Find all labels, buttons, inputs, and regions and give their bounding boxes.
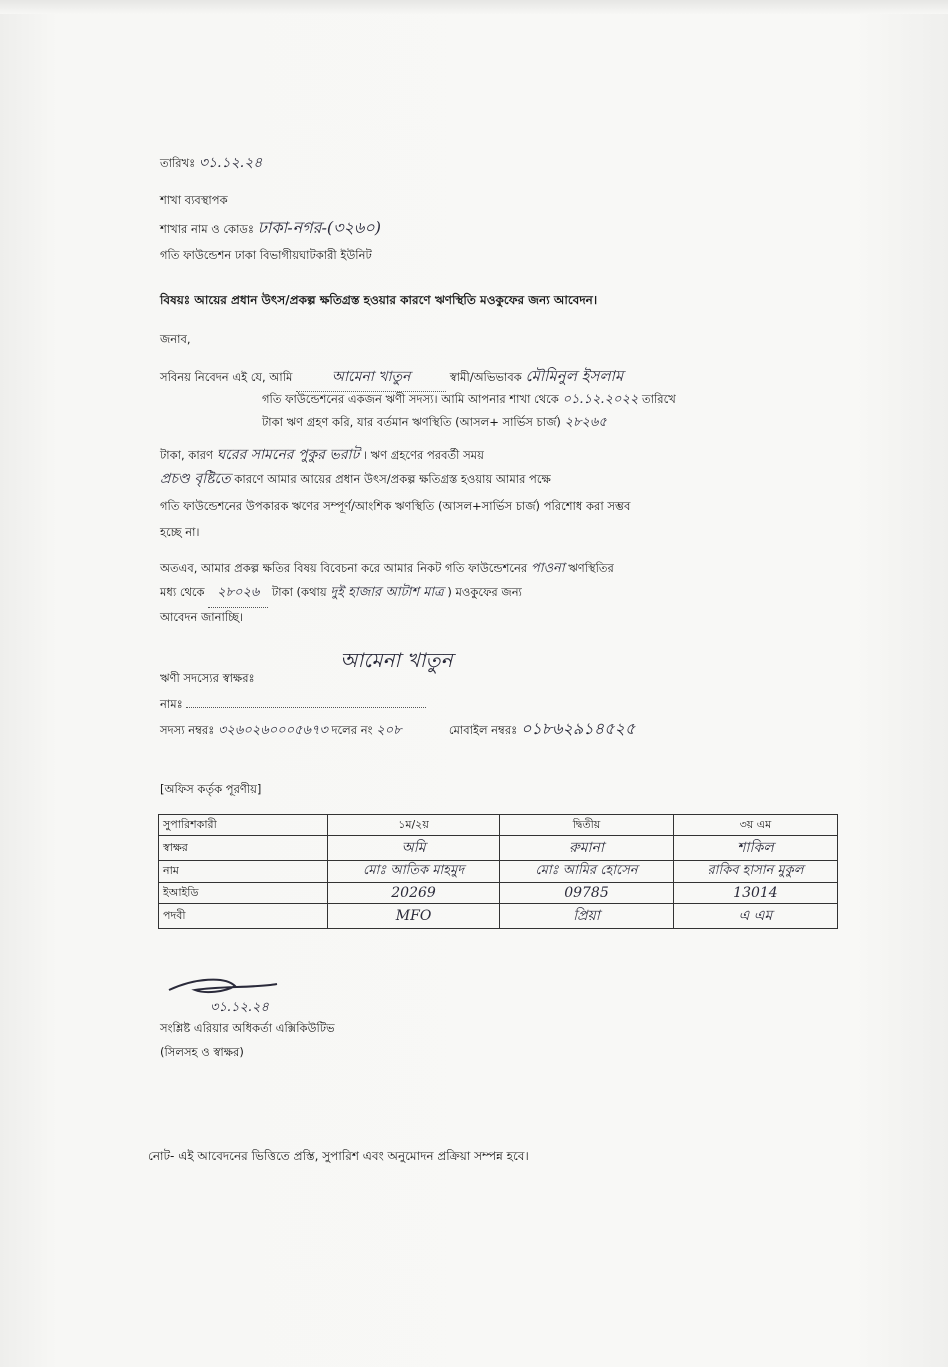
address-line-1: শাখা ব্যবস্থাপক <box>160 193 228 207</box>
body-text: কারণে আমার আয়ের প্রধান উৎস/প্রকল্প ক্ষতিগ্রস্ত হওয়ায় আমার পক্ষে <box>234 472 551 486</box>
address-line-2 <box>160 220 381 237</box>
date-value: ৩১.১২.২৪ <box>198 155 263 171</box>
applicant-name-hand: আমেনা খাতুন <box>296 363 446 392</box>
body-line-6: গতি ফাউন্ডেশনের উপকারক ঋণের সম্পূর্ণ/আংশিক ঋণস্থিতি (আসল+সার্ভিস চার্জ) পরিশোধ করা সম্ভব <box>160 499 631 513</box>
outstanding-amount-hand: ২৮২৬৫ <box>564 415 607 430</box>
applicant-member-line <box>160 721 635 739</box>
body-text: তারিখে <box>642 392 676 406</box>
table-header-cell: ১ম/২য় <box>328 815 500 836</box>
body-text: ) মওকুফের জন্য <box>447 585 522 599</box>
applicant-sign-label: ঋণী সদস্যের স্বাক্ষরঃ <box>160 671 255 685</box>
waiver-amount-hand: ২৮০২৬ <box>208 579 268 608</box>
body-line-3 <box>262 408 607 437</box>
officer-seal-note: (সিলসহ ও স্বাক্ষর) <box>160 1045 244 1059</box>
body-text: টাকা, কারণ <box>160 448 213 462</box>
subject-line: বিষয়ঃ আয়ের প্রধান উৎস/প্রকল্প ক্ষতিগ্রস্ত হওয়ার কারণে ঋণস্থিতি মওকুফের জন্য আবেদন। <box>160 293 598 307</box>
table-row <box>159 883 838 904</box>
guardian-name-hand: মৌমিনুল ইসলাম <box>525 367 624 385</box>
body-text: মধ্য থেকে <box>160 585 205 599</box>
table-cell: রাকিব হাসান মুকুল <box>673 861 837 883</box>
table-header-cell: দ্বিতীয় <box>500 815 674 836</box>
body-text: টাকা ঋণ গ্রহণ করি, যার বর্তমান ঋণস্থিতি (আসল+ সার্ভিস চার্জ) <box>262 415 561 429</box>
loan-date-hand: ০১.১২.২০২২ <box>562 392 639 407</box>
row-label: নাম <box>159 861 328 883</box>
table-row <box>159 861 838 883</box>
body-text: টাকা (কথায় <box>271 585 327 599</box>
body-text: ঋণস্থিতির <box>568 561 614 575</box>
row-label: পদবী <box>159 904 328 929</box>
body-text: । ঋণ গ্রহণের পরবর্তী সময় <box>362 448 484 462</box>
row-label: স্বাক্ষর <box>159 836 328 861</box>
footnote: নোট- এই আবেদনের ভিত্তিতে প্রস্তি, সুপারিশ এবং অনুমোদন প্রক্রিয়া সম্পন্ন হবে। <box>148 1149 529 1163</box>
member-number-hand: ৩২৬০২৬০০০৫৬৭৩ <box>217 723 328 738</box>
waiver-in-words-hand: দুই হাজার আটাশ মাত্র <box>330 585 444 600</box>
officer-sign-date: ৩১.১২.২৪ <box>210 1000 269 1015</box>
recommendation-table <box>158 814 838 929</box>
table-cell: মোঃ আতিক মাহমুদ <box>328 861 500 883</box>
row-label: ইআইডি <box>159 883 328 904</box>
table-cell: 09785 <box>500 883 674 904</box>
table-row <box>159 836 838 861</box>
branch-value: ঢাকা-নগর-(৩২৬০) <box>257 218 381 237</box>
date-label: তারিখঃ <box>160 156 196 170</box>
disaster-cause-hand: প্রচণ্ড বৃষ্টিতে <box>160 471 231 487</box>
loan-purpose-hand: ঘরের সামনের পুকুর ভরাট <box>216 447 360 463</box>
due-hand: পাওনা <box>530 561 565 576</box>
body-text: সবিনয় নিবেদন এই যে, আমি <box>160 370 293 384</box>
table-cell: 13014 <box>673 883 837 904</box>
mobile-label: মোবাইল নম্বরঃ <box>448 723 518 737</box>
branch-label: শাখার নাম ও কোডঃ <box>160 222 255 236</box>
table-cell: 20269 <box>328 883 500 904</box>
office-note: [অফিস কর্তৃক পূরণীয়] <box>160 782 262 796</box>
group-label: দলের নং <box>331 723 373 737</box>
group-number-hand: ২০৮ <box>376 723 402 738</box>
applicant-signature: আমেনা খাতুন <box>340 648 453 672</box>
mobile-number-hand: ০১৮৬২৯১৪৫২৫ <box>520 719 636 738</box>
table-header-cell: সুপারিশকারী <box>159 815 328 836</box>
request-line-3: আবেদন জানাচ্ছি। <box>160 610 244 624</box>
member-label: সদস্য নম্বরঃ <box>160 723 215 737</box>
body-text: অতএব, আমার প্রকল্প ক্ষতির বিষয় বিবেচনা করে আমার নিকট গতি ফাউন্ডেশনের <box>160 561 528 575</box>
table-header-row <box>159 815 838 836</box>
table-cell: প্রিয়া <box>500 904 674 929</box>
name-label: নামঃ <box>160 697 183 711</box>
applicant-name-label <box>160 696 426 712</box>
date-line <box>160 155 262 171</box>
officer-title: সংশ্লিষ্ট এরিয়ার অধিকর্তা এক্সিকিউটিভ <box>160 1021 335 1035</box>
body-text: স্বামী/অভিভাবক <box>449 370 522 384</box>
table-cell: রুমানা <box>500 836 674 861</box>
salutation: জনাব, <box>160 332 191 346</box>
table-cell: শাকিল <box>673 836 837 861</box>
scan-edge <box>0 0 948 14</box>
table-cell: মোঃ আমির হোসেন <box>500 861 674 883</box>
name-dots <box>186 707 426 708</box>
body-text: গতি ফাউন্ডেশনের একজন ঋণী সদস্য। আমি আপনার শাখা থেকে <box>262 392 559 406</box>
table-cell: MFO <box>328 904 500 929</box>
body-line-5 <box>160 465 551 493</box>
table-header-cell: ৩য় এম <box>673 815 837 836</box>
address-line-3: গতি ফাউন্ডেশন ঢাকা বিভাগীয়ঘাটকারী ইউনিট <box>160 248 372 262</box>
table-cell: এ এম <box>673 904 837 929</box>
body-line-7: হচ্ছে না। <box>160 525 200 539</box>
table-row <box>159 904 838 929</box>
table-cell: অমি <box>328 836 500 861</box>
